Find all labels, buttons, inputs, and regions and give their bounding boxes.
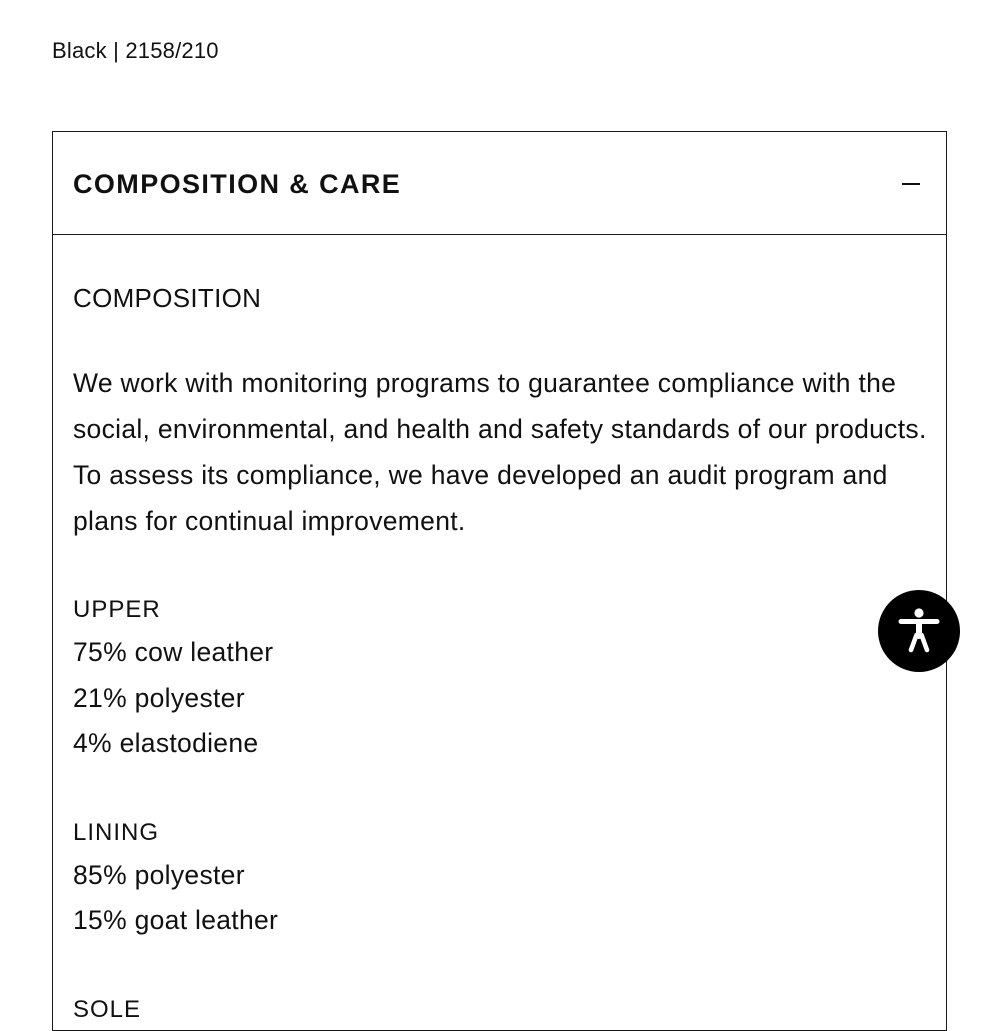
product-color-ref: Black | 2158/210 — [52, 38, 219, 63]
composition-intro-text: We work with monitoring programs to guarantee compliance with the social, environmental, and health and safety standards of our products. To assess its compliance, we have developed an audit program and plans for continual improvement. — [73, 368, 927, 536]
material-line: 85% polyester — [73, 859, 245, 890]
accordion-title: COMPOSITION & CARE — [73, 169, 402, 199]
material-line: 21% polyester — [73, 682, 245, 713]
group-title: SOLE — [73, 995, 142, 1023]
accordion-content — [53, 280, 946, 1030]
material-line: 75% cow leather — [73, 637, 274, 667]
group-title: UPPER — [73, 596, 161, 623]
composition-care-accordion — [52, 131, 947, 1031]
accessibility-button[interactable] — [878, 590, 960, 672]
accordion-header[interactable] — [53, 132, 946, 235]
group-title: LINING — [73, 818, 160, 846]
accessibility-icon — [897, 606, 941, 656]
composition-group-lining — [73, 813, 926, 944]
composition-heading: COMPOSITION — [73, 283, 262, 313]
material-line: 15% goat leather — [73, 905, 279, 935]
composition-group-upper — [73, 590, 926, 767]
minus-icon[interactable] — [902, 183, 920, 185]
composition-group-sole — [73, 990, 926, 1030]
material-line: 4% elastodiene — [73, 728, 259, 758]
